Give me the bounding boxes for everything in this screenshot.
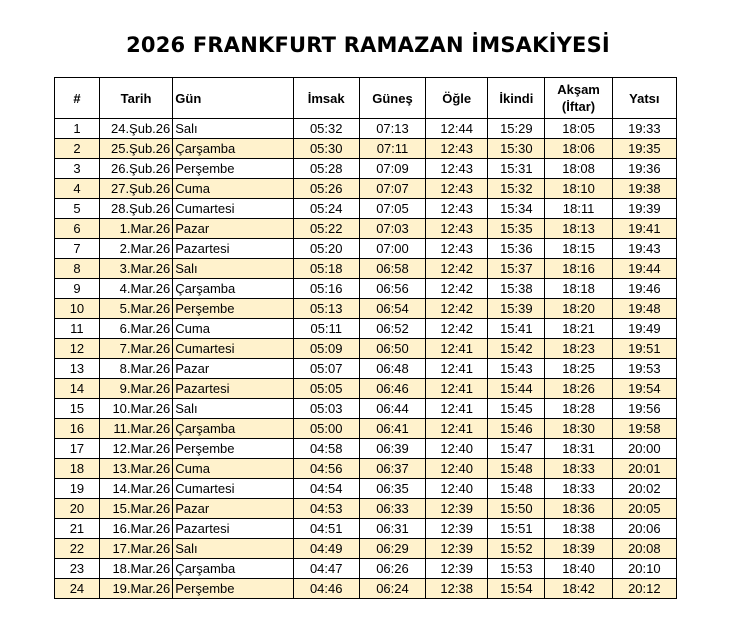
- gunes-time-cell: 06:37: [359, 459, 425, 479]
- table-row: [55, 379, 677, 399]
- day-cell: Pazar: [173, 219, 293, 239]
- gunes-time-cell: 06:52: [359, 319, 425, 339]
- imsak-time-cell: 04:49: [293, 539, 359, 559]
- ikindi-time-cell: 15:52: [488, 539, 545, 559]
- row-num-cell: 12: [55, 339, 100, 359]
- ogle-time-cell: 12:43: [426, 159, 488, 179]
- day-cell: Perşembe: [173, 439, 293, 459]
- day-cell: Cuma: [173, 179, 293, 199]
- ikindi-time-cell: 15:38: [488, 279, 545, 299]
- ikindi-time-cell: 15:35: [488, 219, 545, 239]
- header-imsak: İmsak: [293, 78, 359, 119]
- ogle-time-cell: 12:41: [426, 379, 488, 399]
- date-cell: 8.Mar.26: [99, 359, 172, 379]
- ikindi-time-cell: 15:51: [488, 519, 545, 539]
- aksam-time-cell: 18:39: [545, 539, 612, 559]
- gunes-time-cell: 06:54: [359, 299, 425, 319]
- table-row: [55, 219, 677, 239]
- ikindi-time-cell: 15:34: [488, 199, 545, 219]
- table-row: [55, 439, 677, 459]
- date-cell: 1.Mar.26: [99, 219, 172, 239]
- row-num-cell: 8: [55, 259, 100, 279]
- date-cell: 16.Mar.26: [99, 519, 172, 539]
- day-cell: Salı: [173, 119, 293, 139]
- gunes-time-cell: 06:29: [359, 539, 425, 559]
- date-cell: 19.Mar.26: [99, 579, 172, 599]
- gunes-time-cell: 06:24: [359, 579, 425, 599]
- row-num-cell: 10: [55, 299, 100, 319]
- table-row: [55, 319, 677, 339]
- day-cell: Pazartesi: [173, 379, 293, 399]
- ogle-time-cell: 12:43: [426, 179, 488, 199]
- yatsi-time-cell: 20:06: [612, 519, 676, 539]
- gunes-time-cell: 07:05: [359, 199, 425, 219]
- row-num-cell: 5: [55, 199, 100, 219]
- row-num-cell: 23: [55, 559, 100, 579]
- header-tarih: Tarih: [99, 78, 172, 119]
- aksam-time-cell: 18:38: [545, 519, 612, 539]
- ogle-time-cell: 12:40: [426, 479, 488, 499]
- gunes-time-cell: 06:56: [359, 279, 425, 299]
- day-cell: Çarşamba: [173, 139, 293, 159]
- date-cell: 27.Şub.26: [99, 179, 172, 199]
- table-row: [55, 339, 677, 359]
- row-num-cell: 15: [55, 399, 100, 419]
- table-body: [55, 119, 677, 599]
- ogle-time-cell: 12:39: [426, 539, 488, 559]
- ikindi-time-cell: 15:32: [488, 179, 545, 199]
- aksam-time-cell: 18:06: [545, 139, 612, 159]
- date-cell: 4.Mar.26: [99, 279, 172, 299]
- ikindi-time-cell: 15:41: [488, 319, 545, 339]
- row-num-cell: 11: [55, 319, 100, 339]
- date-cell: 2.Mar.26: [99, 239, 172, 259]
- date-cell: 6.Mar.26: [99, 319, 172, 339]
- row-num-cell: 4: [55, 179, 100, 199]
- table-row: [55, 199, 677, 219]
- imsak-time-cell: 05:00: [293, 419, 359, 439]
- yatsi-time-cell: 20:05: [612, 499, 676, 519]
- aksam-time-cell: 18:26: [545, 379, 612, 399]
- day-cell: Cuma: [173, 459, 293, 479]
- header-yatsi: Yatsı: [612, 78, 676, 119]
- ikindi-time-cell: 15:30: [488, 139, 545, 159]
- day-cell: Pazar: [173, 359, 293, 379]
- yatsi-time-cell: 19:51: [612, 339, 676, 359]
- imsak-time-cell: 05:32: [293, 119, 359, 139]
- ogle-time-cell: 12:40: [426, 439, 488, 459]
- date-cell: 15.Mar.26: [99, 499, 172, 519]
- header-ikindi: İkindi: [488, 78, 545, 119]
- gunes-time-cell: 07:11: [359, 139, 425, 159]
- table-row: [55, 479, 677, 499]
- gunes-time-cell: 06:41: [359, 419, 425, 439]
- imsak-time-cell: 05:30: [293, 139, 359, 159]
- gunes-time-cell: 06:48: [359, 359, 425, 379]
- row-num-cell: 24: [55, 579, 100, 599]
- date-cell: 7.Mar.26: [99, 339, 172, 359]
- date-cell: 13.Mar.26: [99, 459, 172, 479]
- table-row: [55, 579, 677, 599]
- ikindi-time-cell: 15:53: [488, 559, 545, 579]
- header-aksam-line2: (İftar): [561, 99, 596, 114]
- row-num-cell: 7: [55, 239, 100, 259]
- date-cell: 25.Şub.26: [99, 139, 172, 159]
- aksam-time-cell: 18:42: [545, 579, 612, 599]
- yatsi-time-cell: 20:08: [612, 539, 676, 559]
- ikindi-time-cell: 15:29: [488, 119, 545, 139]
- date-cell: 5.Mar.26: [99, 299, 172, 319]
- header-num: #: [55, 78, 100, 119]
- row-num-cell: 20: [55, 499, 100, 519]
- gunes-time-cell: 06:26: [359, 559, 425, 579]
- ikindi-time-cell: 15:37: [488, 259, 545, 279]
- gunes-time-cell: 07:03: [359, 219, 425, 239]
- imsak-time-cell: 05:22: [293, 219, 359, 239]
- header-gun: Gün: [173, 78, 293, 119]
- yatsi-time-cell: 19:53: [612, 359, 676, 379]
- gunes-time-cell: 07:09: [359, 159, 425, 179]
- day-cell: Pazartesi: [173, 519, 293, 539]
- ogle-time-cell: 12:43: [426, 199, 488, 219]
- gunes-time-cell: 06:46: [359, 379, 425, 399]
- imsak-time-cell: 05:13: [293, 299, 359, 319]
- gunes-time-cell: 06:50: [359, 339, 425, 359]
- row-num-cell: 19: [55, 479, 100, 499]
- gunes-time-cell: 06:44: [359, 399, 425, 419]
- row-num-cell: 17: [55, 439, 100, 459]
- imsakiye-table: [54, 77, 677, 599]
- day-cell: Çarşamba: [173, 279, 293, 299]
- aksam-time-cell: 18:21: [545, 319, 612, 339]
- table-row: [55, 279, 677, 299]
- ogle-time-cell: 12:41: [426, 399, 488, 419]
- table-row: [55, 119, 677, 139]
- day-cell: Cumartesi: [173, 199, 293, 219]
- date-cell: 26.Şub.26: [99, 159, 172, 179]
- day-cell: Cuma: [173, 319, 293, 339]
- imsak-time-cell: 04:56: [293, 459, 359, 479]
- imsak-time-cell: 05:09: [293, 339, 359, 359]
- row-num-cell: 1: [55, 119, 100, 139]
- ikindi-time-cell: 15:48: [488, 459, 545, 479]
- day-cell: Pazar: [173, 499, 293, 519]
- ikindi-time-cell: 15:39: [488, 299, 545, 319]
- day-cell: Salı: [173, 259, 293, 279]
- table-row: [55, 499, 677, 519]
- table-row: [55, 179, 677, 199]
- yatsi-time-cell: 19:58: [612, 419, 676, 439]
- date-cell: 3.Mar.26: [99, 259, 172, 279]
- day-cell: Cumartesi: [173, 339, 293, 359]
- day-cell: Çarşamba: [173, 419, 293, 439]
- imsak-time-cell: 05:18: [293, 259, 359, 279]
- ogle-time-cell: 12:44: [426, 119, 488, 139]
- ogle-time-cell: 12:42: [426, 279, 488, 299]
- imsak-time-cell: 05:28: [293, 159, 359, 179]
- yatsi-time-cell: 19:56: [612, 399, 676, 419]
- ogle-time-cell: 12:43: [426, 139, 488, 159]
- ikindi-time-cell: 15:50: [488, 499, 545, 519]
- aksam-time-cell: 18:28: [545, 399, 612, 419]
- ogle-time-cell: 12:39: [426, 519, 488, 539]
- ogle-time-cell: 12:42: [426, 299, 488, 319]
- yatsi-time-cell: 20:00: [612, 439, 676, 459]
- row-num-cell: 22: [55, 539, 100, 559]
- ikindi-time-cell: 15:31: [488, 159, 545, 179]
- date-cell: 24.Şub.26: [99, 119, 172, 139]
- ikindi-time-cell: 15:44: [488, 379, 545, 399]
- date-cell: 14.Mar.26: [99, 479, 172, 499]
- table-row: [55, 519, 677, 539]
- gunes-time-cell: 06:39: [359, 439, 425, 459]
- table-row: [55, 539, 677, 559]
- ikindi-time-cell: 15:45: [488, 399, 545, 419]
- imsak-time-cell: 05:20: [293, 239, 359, 259]
- yatsi-time-cell: 19:35: [612, 139, 676, 159]
- yatsi-time-cell: 19:36: [612, 159, 676, 179]
- imsak-time-cell: 05:07: [293, 359, 359, 379]
- row-num-cell: 6: [55, 219, 100, 239]
- date-cell: 28.Şub.26: [99, 199, 172, 219]
- ogle-time-cell: 12:41: [426, 419, 488, 439]
- imsak-time-cell: 04:47: [293, 559, 359, 579]
- ikindi-time-cell: 15:36: [488, 239, 545, 259]
- yatsi-time-cell: 19:41: [612, 219, 676, 239]
- yatsi-time-cell: 20:10: [612, 559, 676, 579]
- ogle-time-cell: 12:38: [426, 579, 488, 599]
- day-cell: Cumartesi: [173, 479, 293, 499]
- yatsi-time-cell: 19:38: [612, 179, 676, 199]
- table-row: [55, 559, 677, 579]
- gunes-time-cell: 06:33: [359, 499, 425, 519]
- yatsi-time-cell: 19:49: [612, 319, 676, 339]
- header-ogle: Öğle: [426, 78, 488, 119]
- row-num-cell: 2: [55, 139, 100, 159]
- ikindi-time-cell: 15:43: [488, 359, 545, 379]
- day-cell: Pazartesi: [173, 239, 293, 259]
- gunes-time-cell: 06:31: [359, 519, 425, 539]
- day-cell: Salı: [173, 399, 293, 419]
- aksam-time-cell: 18:10: [545, 179, 612, 199]
- aksam-time-cell: 18:18: [545, 279, 612, 299]
- ikindi-time-cell: 15:46: [488, 419, 545, 439]
- table-row: [55, 259, 677, 279]
- gunes-time-cell: 07:00: [359, 239, 425, 259]
- aksam-time-cell: 18:25: [545, 359, 612, 379]
- imsak-time-cell: 04:46: [293, 579, 359, 599]
- ogle-time-cell: 12:39: [426, 559, 488, 579]
- ogle-time-cell: 12:41: [426, 359, 488, 379]
- date-cell: 17.Mar.26: [99, 539, 172, 559]
- ogle-time-cell: 12:39: [426, 499, 488, 519]
- imsak-time-cell: 04:53: [293, 499, 359, 519]
- day-cell: Perşembe: [173, 159, 293, 179]
- yatsi-time-cell: 20:12: [612, 579, 676, 599]
- ogle-time-cell: 12:40: [426, 459, 488, 479]
- day-cell: Çarşamba: [173, 559, 293, 579]
- row-num-cell: 21: [55, 519, 100, 539]
- row-num-cell: 9: [55, 279, 100, 299]
- date-cell: 18.Mar.26: [99, 559, 172, 579]
- table-row: [55, 239, 677, 259]
- aksam-time-cell: 18:08: [545, 159, 612, 179]
- yatsi-time-cell: 19:48: [612, 299, 676, 319]
- aksam-time-cell: 18:40: [545, 559, 612, 579]
- aksam-time-cell: 18:36: [545, 499, 612, 519]
- row-num-cell: 14: [55, 379, 100, 399]
- ogle-time-cell: 12:41: [426, 339, 488, 359]
- header-aksam: [545, 78, 612, 119]
- aksam-time-cell: 18:16: [545, 259, 612, 279]
- yatsi-time-cell: 19:43: [612, 239, 676, 259]
- ogle-time-cell: 12:43: [426, 239, 488, 259]
- imsak-time-cell: 05:11: [293, 319, 359, 339]
- imsak-time-cell: 05:26: [293, 179, 359, 199]
- imsak-time-cell: 04:58: [293, 439, 359, 459]
- yatsi-time-cell: 19:33: [612, 119, 676, 139]
- ikindi-time-cell: 15:54: [488, 579, 545, 599]
- imsak-time-cell: 05:24: [293, 199, 359, 219]
- yatsi-time-cell: 20:01: [612, 459, 676, 479]
- aksam-time-cell: 18:23: [545, 339, 612, 359]
- row-num-cell: 18: [55, 459, 100, 479]
- date-cell: 12.Mar.26: [99, 439, 172, 459]
- row-num-cell: 13: [55, 359, 100, 379]
- header-gunes: Güneş: [359, 78, 425, 119]
- gunes-time-cell: 06:58: [359, 259, 425, 279]
- aksam-time-cell: 18:33: [545, 459, 612, 479]
- day-cell: Perşembe: [173, 579, 293, 599]
- row-num-cell: 16: [55, 419, 100, 439]
- date-cell: 9.Mar.26: [99, 379, 172, 399]
- gunes-time-cell: 06:35: [359, 479, 425, 499]
- ogle-time-cell: 12:43: [426, 219, 488, 239]
- imsak-time-cell: 05:03: [293, 399, 359, 419]
- gunes-time-cell: 07:13: [359, 119, 425, 139]
- table-row: [55, 159, 677, 179]
- header-row: [55, 78, 677, 119]
- date-cell: 10.Mar.26: [99, 399, 172, 419]
- yatsi-time-cell: 19:39: [612, 199, 676, 219]
- yatsi-time-cell: 20:02: [612, 479, 676, 499]
- ikindi-time-cell: 15:47: [488, 439, 545, 459]
- aksam-time-cell: 18:20: [545, 299, 612, 319]
- ikindi-time-cell: 15:42: [488, 339, 545, 359]
- imsak-time-cell: 04:54: [293, 479, 359, 499]
- ogle-time-cell: 12:42: [426, 259, 488, 279]
- aksam-time-cell: 18:05: [545, 119, 612, 139]
- imsak-time-cell: 04:51: [293, 519, 359, 539]
- date-cell: 11.Mar.26: [99, 419, 172, 439]
- aksam-time-cell: 18:15: [545, 239, 612, 259]
- table-row: [55, 419, 677, 439]
- imsak-time-cell: 05:16: [293, 279, 359, 299]
- table-row: [55, 399, 677, 419]
- yatsi-time-cell: 19:54: [612, 379, 676, 399]
- header-aksam-line1: Akşam: [557, 82, 600, 97]
- aksam-time-cell: 18:33: [545, 479, 612, 499]
- page-title: 2026 FRANKFURT RAMAZAN İMSAKİYESİ: [126, 33, 610, 57]
- aksam-time-cell: 18:31: [545, 439, 612, 459]
- row-num-cell: 3: [55, 159, 100, 179]
- day-cell: Perşembe: [173, 299, 293, 319]
- aksam-time-cell: 18:13: [545, 219, 612, 239]
- table-row: [55, 359, 677, 379]
- yatsi-time-cell: 19:46: [612, 279, 676, 299]
- table-row: [55, 459, 677, 479]
- aksam-time-cell: 18:11: [545, 199, 612, 219]
- ikindi-time-cell: 15:48: [488, 479, 545, 499]
- table-row: [55, 139, 677, 159]
- yatsi-time-cell: 19:44: [612, 259, 676, 279]
- imsak-time-cell: 05:05: [293, 379, 359, 399]
- gunes-time-cell: 07:07: [359, 179, 425, 199]
- aksam-time-cell: 18:30: [545, 419, 612, 439]
- day-cell: Salı: [173, 539, 293, 559]
- table-row: [55, 299, 677, 319]
- ogle-time-cell: 12:42: [426, 319, 488, 339]
